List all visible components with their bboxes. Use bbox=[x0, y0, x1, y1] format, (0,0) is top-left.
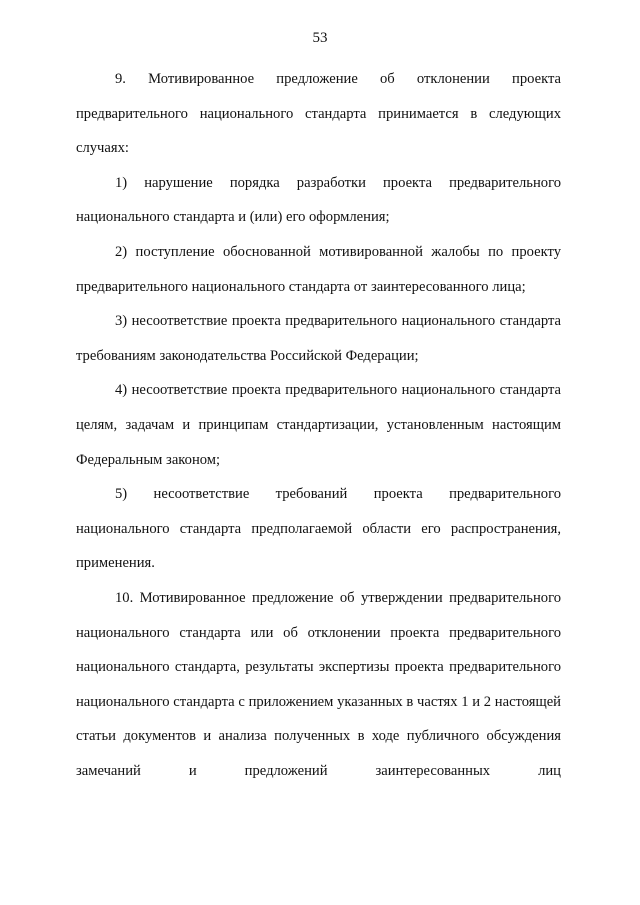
document-body bbox=[76, 62, 561, 788]
list-item-5: 5) несоответствие требований проекта предварительного национального стандарта предполагаемой области его распространения, применения. bbox=[76, 486, 561, 572]
list-item-3: 3) несоответствие проекта предварительного национального стандарта требованиям законодательства Российской Федерации; bbox=[76, 313, 561, 364]
list-item-4: 4) несоответствие проекта предварительного национального стандарта целям, задачам и принципам стандартизации, установленным настоящим Федеральным законом; bbox=[76, 382, 561, 468]
list-item-1: 1) нарушение порядка разработки проекта предварительного национального стандарта и (или) его оформления; bbox=[76, 174, 561, 226]
paragraph-clause-9: 9. Мотивированное предложение об отклонении проекта предварительного национального стандарта принимается в следующих случаях: bbox=[76, 71, 561, 157]
paragraph-clause-10: 10. Мотивированное предложение об утверждении предварительного национального стандарта или об отклонении проекта предварительного национального стандарта, результаты экспертизы проекта предварительного национального стандарта с приложением указанных в частях 1 и 2 настоящей статьи документов и анализа полученных в ходе публичного обсуждения замечаний и предложений заинтересованных лиц bbox=[76, 589, 561, 779]
list-item-2: 2) поступление обоснованной мотивированной жалобы по проекту предварительного национального стандарта от заинтересованного лица; bbox=[76, 243, 561, 295]
page-number: 53 bbox=[312, 30, 328, 46]
